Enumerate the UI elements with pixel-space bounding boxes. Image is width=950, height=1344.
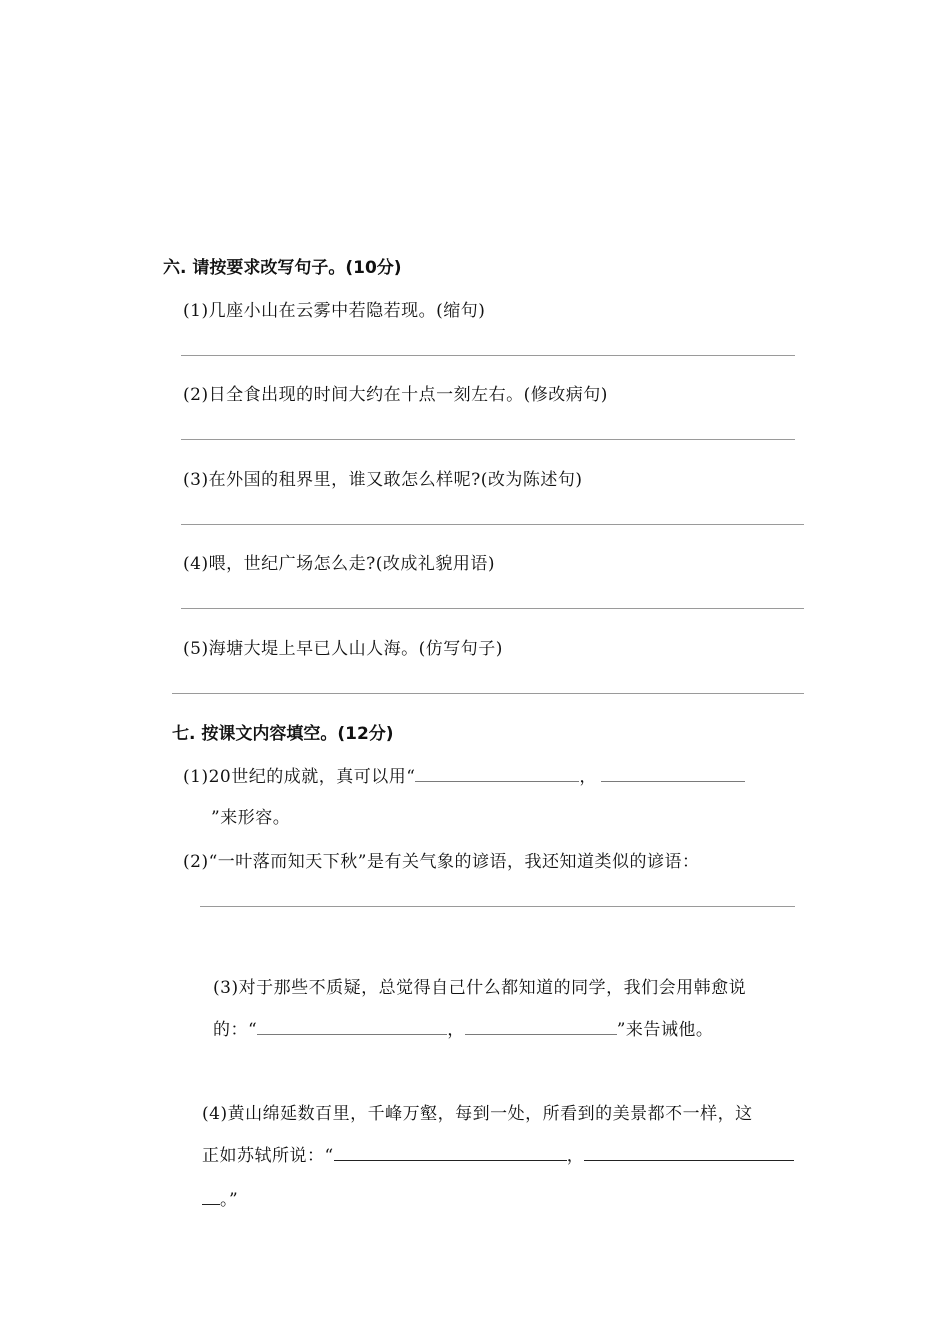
blank-7-1-b[interactable] <box>601 764 745 782</box>
question-6-5: (5)海塘大堤上早已人山人海。(仿写句子) <box>183 639 503 659</box>
question-7-3-comma: ， <box>447 1020 465 1040</box>
question-7-4-line2 <box>202 1141 794 1166</box>
question-7-4-prefix: 正如苏轼所说：“ <box>202 1146 334 1166</box>
question-7-3-suffix: ”来告诫他。 <box>616 1020 714 1040</box>
blank-7-4-b[interactable] <box>584 1143 794 1161</box>
answer-line-6-1[interactable] <box>181 355 795 356</box>
blank-7-4-a[interactable] <box>334 1143 567 1161</box>
question-7-4-end: 。” <box>220 1190 239 1210</box>
question-7-1-suffix: ”来形容。 <box>211 808 291 828</box>
question-7-3-prefix: 的：“ <box>213 1020 258 1040</box>
blank-7-1-a[interactable] <box>415 764 579 782</box>
question-6-2: (2)日全食出现的时间大约在十点一刻左右。(修改病句) <box>183 385 608 405</box>
question-7-1-prefix: (1)20世纪的成就，真可以用“ <box>183 767 416 787</box>
question-6-3: (3)在外国的租界里，谁又敢怎么样呢?(改为陈述句) <box>183 470 583 490</box>
question-7-2: (2)“一叶落而知天下秋”是有关气象的谚语，我还知道类似的谚语： <box>183 852 700 872</box>
question-7-4-comma: ， <box>566 1146 585 1166</box>
question-7-4-line3 <box>202 1185 238 1210</box>
blank-7-3-a[interactable] <box>257 1017 447 1035</box>
answer-line-6-3[interactable] <box>181 524 804 525</box>
section-7-title: 七. 按课文内容填空。(12分) <box>172 724 394 744</box>
question-7-1-comma: ， <box>579 767 597 787</box>
answer-line-7-2[interactable] <box>200 906 795 907</box>
blank-7-4-b-cont[interactable] <box>202 1187 220 1205</box>
question-7-3-line1: (3)对于那些不质疑，总觉得自己什么都知道的同学，我们会用韩愈说 <box>213 978 747 998</box>
question-7-4-line1: (4)黄山绵延数百里，千峰万壑，每到一处，所看到的美景都不一样，这 <box>202 1104 753 1124</box>
blank-7-3-b[interactable] <box>465 1017 617 1035</box>
answer-line-6-4[interactable] <box>181 608 804 609</box>
answer-line-6-5[interactable] <box>172 693 804 694</box>
section-6-title: 六. 请按要求改写句子。(10分) <box>163 258 402 278</box>
question-7-1 <box>183 762 745 787</box>
question-6-4: (4)喂，世纪广场怎么走?(改成礼貌用语) <box>183 554 495 574</box>
answer-line-6-2[interactable] <box>181 439 795 440</box>
question-6-1: (1)几座小山在云雾中若隐若现。(缩句) <box>183 301 486 321</box>
question-7-3-line2 <box>213 1015 713 1040</box>
